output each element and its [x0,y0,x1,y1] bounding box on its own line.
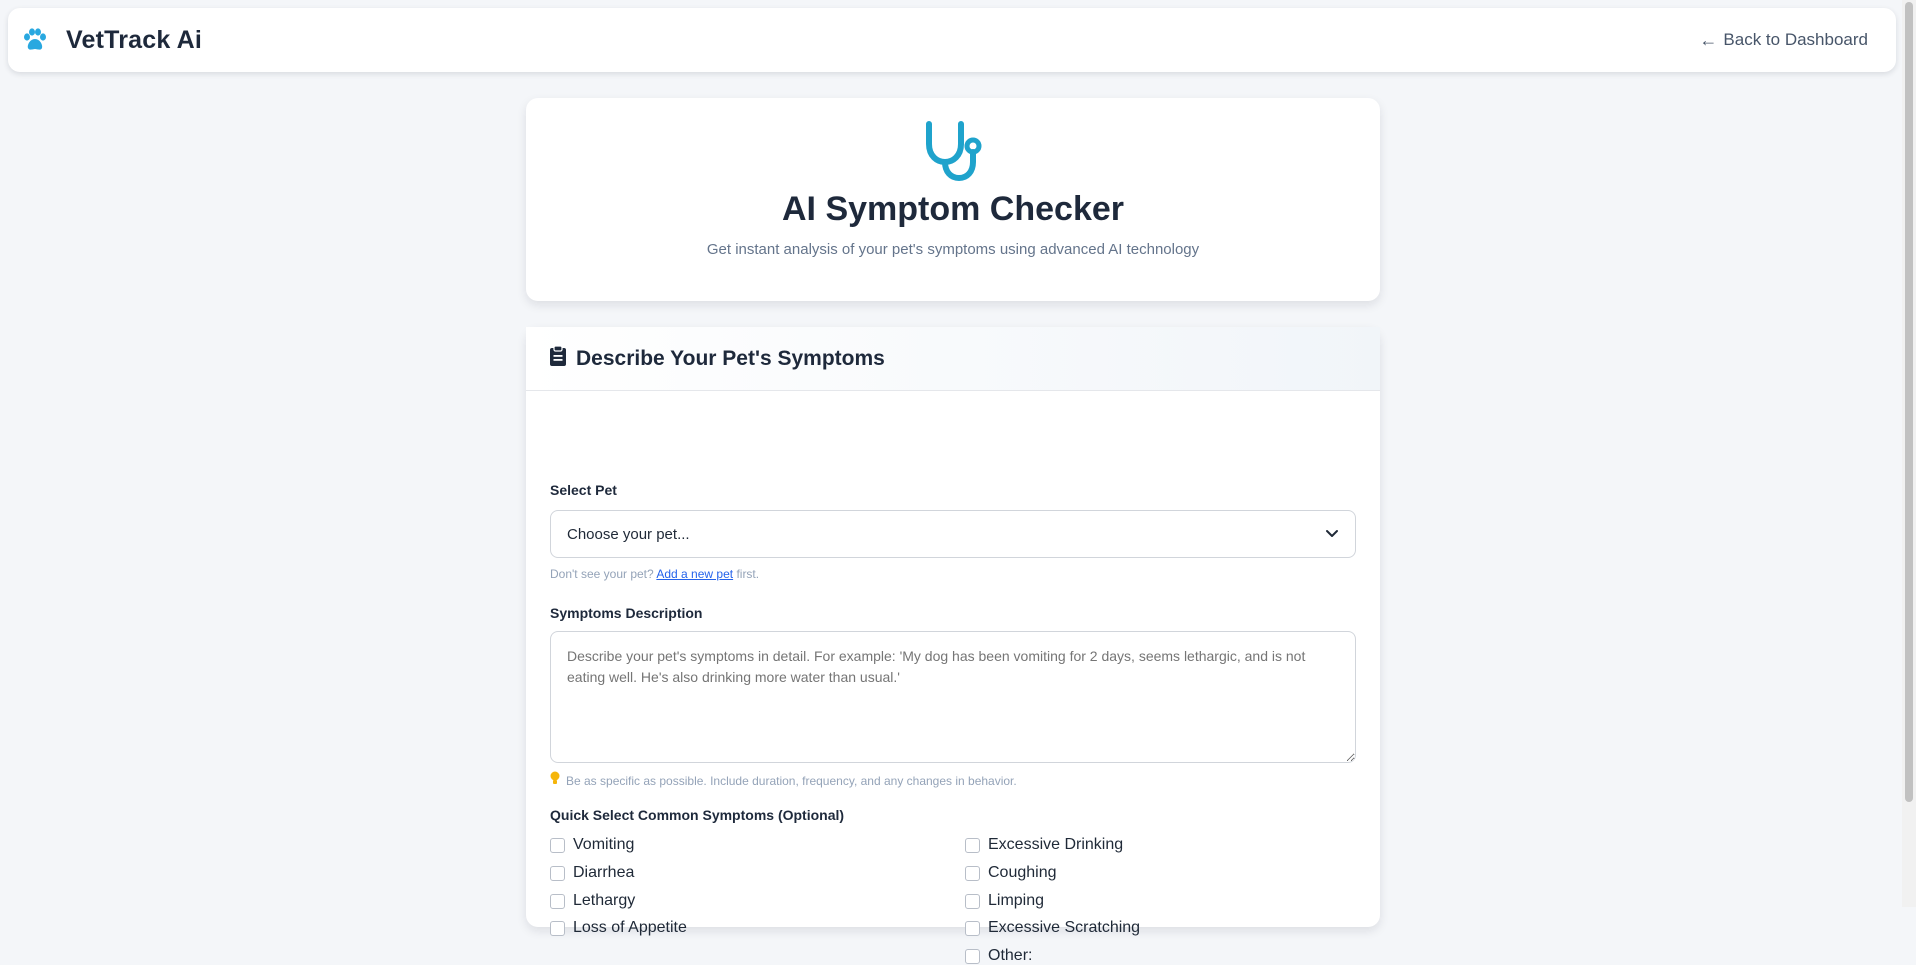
checkbox[interactable] [965,894,980,909]
symptom-label: Excessive Drinking [988,836,1124,853]
symptom-label: Lethargy [573,892,636,909]
select-pet-value: Choose your pet... [567,525,690,543]
page-scrollbar[interactable] [1902,0,1916,907]
symptom-checkbox-limping[interactable] [965,892,1044,910]
page-title: AI Symptom Checker [782,190,1124,228]
symptom-label: Coughing [988,864,1057,881]
clipboard-icon [550,346,566,371]
symptom-checkbox-excessive-scratching[interactable] [965,919,1140,937]
symptom-checkbox-other[interactable] [965,947,1032,965]
checkbox[interactable] [965,949,980,964]
symptom-checkbox-lethargy[interactable] [550,892,635,910]
back-to-dashboard-link[interactable] [1699,30,1868,51]
symptoms-tip-text: Be as specific as possible. Include duration, frequency, and any changes in behavior. [566,773,1017,788]
page-subtitle: Get instant analysis of your pet's symptoms using advanced AI technology [706,241,1200,258]
hero-card [526,98,1380,301]
scrollbar-thumb[interactable] [1905,2,1913,802]
symptom-label: Other: [988,947,1033,964]
form-header [526,327,1380,391]
symptom-checkbox-diarrhea[interactable] [550,864,634,882]
quick-select-label: Quick Select Common Symptoms (Optional) [550,807,845,823]
symptom-checkbox-excessive-drinking[interactable] [965,836,1123,854]
chevron-down-icon [1325,526,1339,543]
symptom-label: Excessive Scratching [988,919,1141,936]
select-pet-help-prefix: Don't see your pet? [550,567,654,581]
symptom-label: Loss of Appetite [573,919,687,936]
checkbox[interactable] [550,921,565,936]
symptom-label: Vomiting [573,836,635,853]
form-header-title: Describe Your Pet's Symptoms [576,346,885,370]
symptoms-description-label: Symptoms Description [550,605,703,621]
symptoms-description-textarea[interactable] [550,631,1356,763]
brand-name: VetTrack Ai [66,25,203,54]
stethoscope-icon [921,118,985,182]
select-pet-help [550,567,759,581]
arrow-left-icon: ← [1699,29,1718,50]
symptom-checkbox-loss-of-appetite[interactable] [550,919,687,937]
paw-icon [20,25,50,55]
select-pet-dropdown[interactable] [550,510,1356,558]
top-navbar [8,8,1896,72]
checkbox[interactable] [550,838,565,853]
symptom-checkbox-vomiting[interactable] [550,836,634,854]
select-pet-help-suffix: first. [736,567,760,581]
symptoms-tip [550,771,1017,790]
symptom-form-card [526,327,1380,964]
add-new-pet-link[interactable]: Add a new pet [656,567,734,581]
checkbox[interactable] [965,838,980,853]
lightbulb-icon [550,771,560,790]
back-to-dashboard-label: Back to Dashboard [1723,30,1868,49]
checkbox[interactable] [965,866,980,881]
select-pet-label: Select Pet [550,482,617,498]
checkbox[interactable] [550,866,565,881]
checkbox[interactable] [965,921,980,936]
brand[interactable] [20,25,202,55]
symptom-label: Diarrhea [573,864,635,881]
checkbox[interactable] [550,894,565,909]
symptom-checkbox-coughing[interactable] [965,864,1057,882]
symptom-label: Limping [988,892,1045,909]
